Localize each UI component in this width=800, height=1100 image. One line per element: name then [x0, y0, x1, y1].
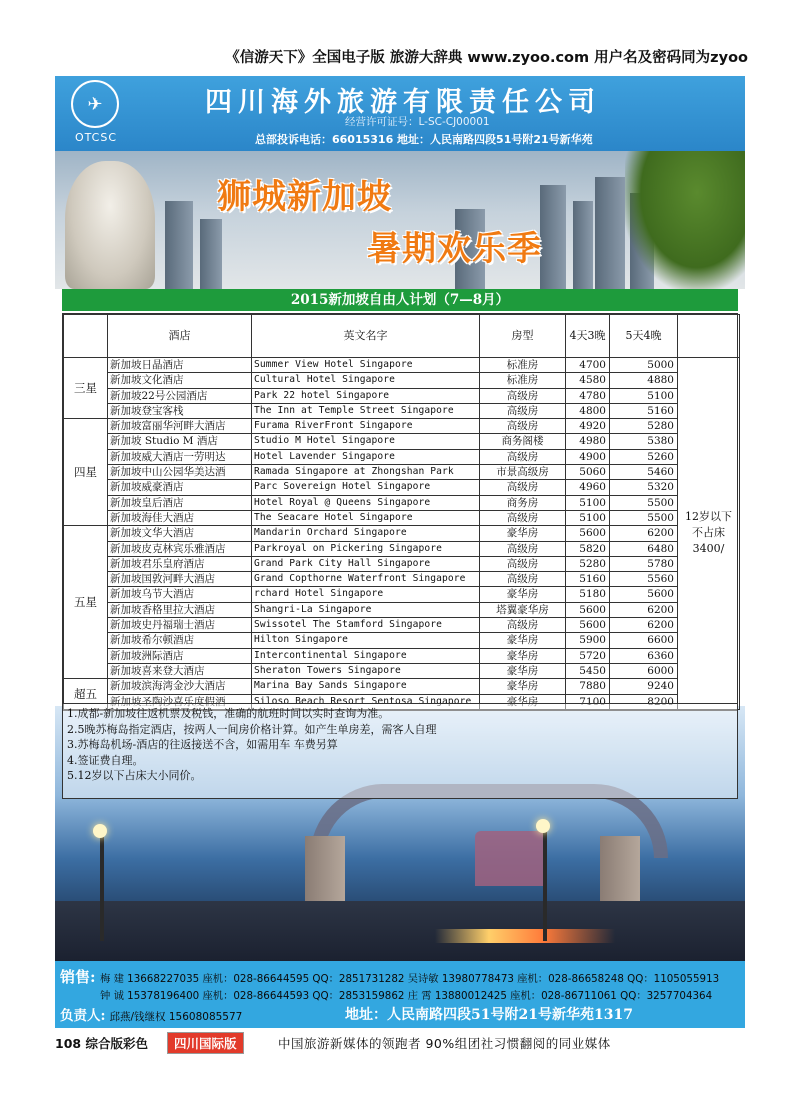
- hotel-cn-name: 新加坡威豪酒店: [108, 480, 252, 495]
- sales-label: 销售:: [60, 968, 96, 986]
- price-5d4n: 8200: [610, 694, 678, 709]
- hotel-en-name: Grand Park City Hall Singapore: [252, 556, 480, 571]
- company-logo: [61, 80, 131, 146]
- price-4d3n: 4920: [566, 419, 610, 434]
- price-4d3n: 4780: [566, 388, 610, 403]
- table-row: [64, 526, 740, 541]
- price-5d4n: 6480: [610, 541, 678, 556]
- hotel-cn-name: 新加坡22号公园酒店: [108, 388, 252, 403]
- header-5d4n: 5天4晚: [610, 315, 678, 358]
- table-row: [64, 403, 740, 418]
- price-4d3n: 5600: [566, 602, 610, 617]
- hotel-cn-name: 新加坡文化酒店: [108, 373, 252, 388]
- price-4d3n: 5060: [566, 465, 610, 480]
- room-type: 高级房: [480, 618, 566, 633]
- sales-address: 地址：人民南路四段51号附21号新华苑1317: [345, 1007, 633, 1023]
- price-5d4n: 6360: [610, 648, 678, 663]
- price-4d3n: 7100: [566, 694, 610, 709]
- hotel-en-name: Summer View Hotel Singapore: [252, 358, 480, 373]
- price-5d4n: 5280: [610, 419, 678, 434]
- price-5d4n: 5160: [610, 403, 678, 418]
- hotel-cn-name: 新加坡威大酒店一劳明达: [108, 449, 252, 464]
- globe-icon: ✈: [71, 80, 119, 128]
- price-4d3n: 7880: [566, 679, 610, 694]
- footer-slogan: 中国旅游新媒体的领跑者 90%组团社习惯翻阅的同业媒体: [278, 1036, 611, 1051]
- price-4d3n: 5160: [566, 572, 610, 587]
- hotel-en-name: Furama RiverFront Singapore: [252, 419, 480, 434]
- hotel-cn-name: 新加坡喜来登大酒店: [108, 663, 252, 678]
- hotel-cn-name: 新加坡登宝客栈: [108, 403, 252, 418]
- hotel-en-name: Hotel Royal @ Queens Singapore: [252, 495, 480, 510]
- hotel-cn-name: 新加坡君乐皇府酒店: [108, 556, 252, 571]
- contact-info: 总部投诉电话：66015316 地址：人民南路四段51号附21号新华苑: [255, 133, 593, 146]
- hotel-cn-name: 新加坡文华大酒店: [108, 526, 252, 541]
- price-5d4n: 6600: [610, 633, 678, 648]
- room-type: 商务房: [480, 495, 566, 510]
- note-item: 5.12岁以下占床大小同价。: [67, 769, 202, 782]
- castle-silhouette: [475, 831, 545, 886]
- price-4d3n: 5720: [566, 648, 610, 663]
- room-type: 豪华房: [480, 633, 566, 648]
- hotel-cn-name: 新加坡圣陶沙喜乐度假酒: [108, 694, 252, 709]
- room-type: 豪华房: [480, 694, 566, 709]
- edition-badge: 四川国际版: [167, 1032, 244, 1054]
- merlion-statue: [65, 161, 155, 289]
- license-number: 经营许可证号：L-SC-CJ00001: [345, 116, 490, 128]
- table-row: [64, 648, 740, 663]
- header-child: [678, 315, 740, 358]
- price-5d4n: 9240: [610, 679, 678, 694]
- star-tier: 五星: [64, 526, 108, 679]
- singapore-banner: [55, 151, 745, 289]
- hotel-en-name: Marina Bay Sands Singapore: [252, 679, 480, 694]
- room-type: 豪华房: [480, 526, 566, 541]
- room-type: 高级房: [480, 480, 566, 495]
- notes-box: [62, 703, 738, 799]
- hotel-en-name: Sheraton Towers Singapore: [252, 663, 480, 678]
- note-item: 4.签证费自理。: [67, 753, 144, 767]
- price-4d3n: 4960: [566, 480, 610, 495]
- table-row: [64, 449, 740, 464]
- price-5d4n: 5380: [610, 434, 678, 449]
- price-5d4n: 5780: [610, 556, 678, 571]
- table-row: [64, 633, 740, 648]
- hotel-en-name: Hotel Lavender Singapore: [252, 449, 480, 464]
- logo-abbreviation: OTCSC: [74, 131, 118, 144]
- room-type: 市景高级房: [480, 465, 566, 480]
- note-item: 1.成都-新加坡往返机票及税钱，准确的航班时间以实时查询为准。: [67, 707, 390, 720]
- palm-tree: [625, 151, 745, 289]
- note-item: 2.5晚苏梅岛指定酒店，按两人一间房价格计算。如产生单房差，需客人自理: [67, 722, 437, 736]
- room-type: 豪华房: [480, 679, 566, 694]
- hotel-cn-name: 新加坡滨海湾金沙大酒店: [108, 679, 252, 694]
- child-price-note: 12岁以下不占床3400/: [678, 358, 740, 710]
- price-4d3n: 4700: [566, 358, 610, 373]
- hotel-cn-name: 新加坡乌节大酒店: [108, 587, 252, 602]
- room-type: 高级房: [480, 572, 566, 587]
- price-4d3n: 5450: [566, 663, 610, 678]
- price-4d3n: 4900: [566, 449, 610, 464]
- table-row: [64, 618, 740, 633]
- room-type: 高级房: [480, 403, 566, 418]
- table-row: [64, 373, 740, 388]
- room-type: 标准房: [480, 358, 566, 373]
- header-tier: [64, 315, 108, 358]
- hotel-cn-name: 新加坡史丹福瑞士酒店: [108, 618, 252, 633]
- hotel-cn-name: 新加坡日晶酒店: [108, 358, 252, 373]
- room-type: 标准房: [480, 373, 566, 388]
- responsible-person: [60, 1004, 242, 1024]
- table-row: [64, 419, 740, 434]
- price-5d4n: 5000: [610, 358, 678, 373]
- hotel-cn-name: 新加坡中山公园华美达酒: [108, 465, 252, 480]
- hotel-en-name: Grand Copthorne Waterfront Singapore: [252, 572, 480, 587]
- room-type: 高级房: [480, 510, 566, 525]
- table-row: [64, 495, 740, 510]
- room-type: 豪华房: [480, 587, 566, 602]
- table-row: [64, 602, 740, 617]
- price-5d4n: 5560: [610, 572, 678, 587]
- hotel-cn-name: 新加坡皮克林宾乐雅酒店: [108, 541, 252, 556]
- table-row: [64, 510, 740, 525]
- company-header: [55, 76, 745, 151]
- room-type: 豪华房: [480, 663, 566, 678]
- price-5d4n: 6200: [610, 602, 678, 617]
- hotel-en-name: The Inn at Temple Street Singapore: [252, 403, 480, 418]
- table-row: [64, 556, 740, 571]
- price-4d3n: 5100: [566, 510, 610, 525]
- price-5d4n: 5500: [610, 495, 678, 510]
- table-row: [64, 480, 740, 495]
- price-4d3n: 4980: [566, 434, 610, 449]
- hotel-cn-name: 新加坡香格里拉大酒店: [108, 602, 252, 617]
- price-5d4n: 5500: [610, 510, 678, 525]
- table-row: [64, 587, 740, 602]
- table-row: [64, 572, 740, 587]
- hotel-en-name: Mandarin Orchard Singapore: [252, 526, 480, 541]
- table-row: [64, 679, 740, 694]
- hotel-cn-name: 新加坡皇后酒店: [108, 495, 252, 510]
- price-4d3n: 5600: [566, 618, 610, 633]
- price-5d4n: 5260: [610, 449, 678, 464]
- responsible-label: 负责人:: [60, 1008, 106, 1024]
- table-row: [64, 541, 740, 556]
- banner-title-2: 暑期欢乐季: [367, 229, 542, 269]
- header-english: 英文名字: [252, 315, 480, 358]
- page-number: 108 综合版彩色: [55, 1036, 148, 1051]
- price-5d4n: 5460: [610, 465, 678, 480]
- hotel-price-table: [62, 313, 738, 711]
- price-4d3n: 5180: [566, 587, 610, 602]
- sales-contact-bar: [55, 961, 745, 1028]
- room-type: 豪华房: [480, 648, 566, 663]
- price-4d3n: 5900: [566, 633, 610, 648]
- price-4d3n: 4580: [566, 373, 610, 388]
- table-header-row: [64, 315, 740, 358]
- plan-title: 2015新加坡自由人计划（7—8月）: [62, 289, 738, 311]
- hotel-en-name: Hilton Singapore: [252, 633, 480, 648]
- hotel-cn-name: 新加坡国敦河畔大酒店: [108, 572, 252, 587]
- sales-row-2: 钟 诚 15378196400 座机：028-86644593 QQ：2853159862 庄 霄 13880012425 座机：028-86711061 QQ：3257704364: [100, 990, 713, 1002]
- room-type: 塔翼豪华房: [480, 602, 566, 617]
- price-5d4n: 6000: [610, 663, 678, 678]
- top-banner-text: 《信游天下》全国电子版 旅游大辞典 www.zyoo.com 用户名及密码同为zyoo: [225, 50, 748, 66]
- table-row: [64, 388, 740, 403]
- room-type: 商务阁楼: [480, 434, 566, 449]
- note-item: 3.苏梅岛机场-酒店的往返接送不含，如需用车 车费另算: [67, 738, 338, 751]
- hotel-cn-name: 新加坡 Studio M 酒店: [108, 434, 252, 449]
- table-row: [64, 663, 740, 678]
- room-type: 高级房: [480, 449, 566, 464]
- price-5d4n: 5100: [610, 388, 678, 403]
- table-row: [64, 358, 740, 373]
- price-5d4n: 5600: [610, 587, 678, 602]
- header-hotel: 酒店: [108, 315, 252, 358]
- hotel-en-name: Studio M Hotel Singapore: [252, 434, 480, 449]
- star-tier: 四星: [64, 419, 108, 526]
- room-type: 高级房: [480, 419, 566, 434]
- hotel-en-name: Intercontinental Singapore: [252, 648, 480, 663]
- banner-title-1: 狮城新加坡: [217, 177, 392, 217]
- hotel-en-name: Shangri-La Singapore: [252, 602, 480, 617]
- price-5d4n: 5320: [610, 480, 678, 495]
- responsible-names: 邱燕/钱继权 15608085577: [109, 1011, 243, 1023]
- hotel-cn-name: 新加坡洲际酒店: [108, 648, 252, 663]
- price-5d4n: 6200: [610, 618, 678, 633]
- price-4d3n: 5280: [566, 556, 610, 571]
- price-5d4n: 6200: [610, 526, 678, 541]
- company-name: 四川海外旅游有限责任公司: [205, 87, 601, 118]
- room-type: 高级房: [480, 388, 566, 403]
- sales-row-1: 梅 建 13668227035 座机：028-86644595 QQ：2851731282 吴诗敏 13980778473 座机：028-86658248 QQ：1105055913: [100, 973, 720, 985]
- table-row: [64, 434, 740, 449]
- hotel-en-name: Ramada Singapore at Zhongshan Park: [252, 465, 480, 480]
- star-tier: 超五: [64, 679, 108, 710]
- price-4d3n: 5820: [566, 541, 610, 556]
- hotel-en-name: The Seacare Hotel Singapore: [252, 510, 480, 525]
- header-room: 房型: [480, 315, 566, 358]
- hotel-cn-name: 新加坡海佳大酒店: [108, 510, 252, 525]
- star-tier: 三星: [64, 358, 108, 419]
- hotel-en-name: rchard Hotel Singapore: [252, 587, 480, 602]
- header-4d3n: 4天3晚: [566, 315, 610, 358]
- hotel-en-name: Park 22 hotel Singapore: [252, 388, 480, 403]
- room-type: 高级房: [480, 541, 566, 556]
- table-row: [64, 465, 740, 480]
- hotel-en-name: Siloso Beach Resort Sentosa Singapore: [252, 694, 480, 709]
- price-4d3n: 5600: [566, 526, 610, 541]
- price-4d3n: 5100: [566, 495, 610, 510]
- price-4d3n: 4800: [566, 403, 610, 418]
- price-5d4n: 4880: [610, 373, 678, 388]
- hotel-en-name: Parkroyal on Pickering Singapore: [252, 541, 480, 556]
- room-type: 高级房: [480, 556, 566, 571]
- road: [55, 901, 745, 961]
- page-footer: [55, 1032, 745, 1056]
- hotel-en-name: Cultural Hotel Singapore: [252, 373, 480, 388]
- hotel-cn-name: 新加坡富丽华河畔大酒店: [108, 419, 252, 434]
- hotel-cn-name: 新加坡希尔顿酒店: [108, 633, 252, 648]
- hotel-en-name: Swissotel The Stamford Singapore: [252, 618, 480, 633]
- hotel-en-name: Parc Sovereign Hotel Singapore: [252, 480, 480, 495]
